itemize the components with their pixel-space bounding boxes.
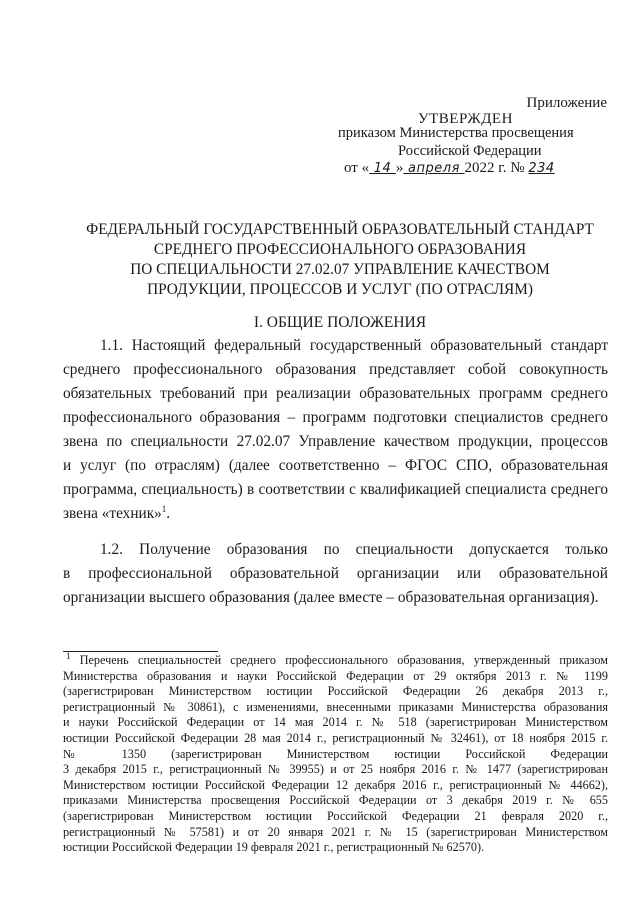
date-year: 2022 г. № [464,160,529,176]
text-line: программа, специальность) в соответствии с квалификацией специалиста среднего [63,481,608,498]
order-date-line [344,160,555,177]
handwritten-day: 14 [369,161,396,176]
document-title [60,220,620,300]
text-line: 1.2. Получение образования по специальности допускается только [100,541,608,558]
date-prefix: от « [344,160,370,176]
title-line: ПО СПЕЦИАЛЬНОСТИ 27.02.07 УПРАВЛЕНИЕ КАЧЕСТВОМ [130,261,550,278]
footnote-line: 3 декабря 2015 г., регистрационный № 39955) и от 25 ноября 2016 г. № 1477 (зарегистрирован [63,762,608,777]
approved-line-ministry: приказом Министерства просвещения [338,125,574,141]
approved-title: УТВЕРЖДЕН [418,111,513,127]
paragraph-1-2 [63,538,608,610]
handwritten-order-number: 234 [528,161,555,176]
footnote-number: 1 [66,650,71,661]
footnote-line: Министерством юстиции Российской Федерации 12 декабря 2016 г., регистрационный № 44662), [63,777,608,792]
title-line: ПРОДУКЦИИ, ПРОЦЕССОВ И УСЛУГ (ПО ОТРАСЛЯМ) [147,281,533,298]
footnote-line: и науки Российской Федерации от 14 мая 2014 г. № 518 (зарегистрирован Министерством [63,715,608,730]
footnote-line: № 1350 (зарегистрирован Министерством юстиции Российской Федерации [63,746,608,761]
footnote-divider [63,651,218,652]
text-fragment: звена «техник» [63,505,162,522]
footnote-line: юстиции Российской Федерации 19 февраля 2021 г., регистрационный № 62570). [63,840,485,855]
text-line: профессионального образования – программ подготовки специалистов среднего [63,409,608,426]
title-line: СРЕДНЕГО ПРОФЕССИОНАЛЬНОГО ОБРАЗОВАНИЯ [153,241,527,258]
footnote-line: регистрационный № 30861), с изменениями, внесенными приказами Министерства образования [63,699,608,714]
text-line-last: звена «техник»$^1$. [63,503,171,522]
footnote-line: Министерства образования и науки Российской Федерации от 29 октября 2013 г. № 1199 [63,668,608,683]
footnote-line: юстиции Российской Федерации 28 мая 2014 г., регистрационный № 32461), от 18 ноября 2015 г. [63,730,608,745]
text-line: среднего профессионального образования представляет собой совокупность [63,361,608,378]
text-line: и услуг (по отраслям) (далее соответственно – ФГОС СПО, образовательная [63,457,608,474]
footnote-line [63,650,608,669]
text-line: звена по специальности 27.02.07 Управление качеством продукции, процессов [63,433,608,450]
footnote-1 [63,650,608,856]
date-mid: » [395,160,404,176]
approved-line-country: Российской Федерации [398,143,542,159]
section-heading: I. ОБЩИЕ ПОЛОЖЕНИЯ [253,314,427,331]
appendix-label: Приложение [526,95,607,111]
footnote-text: Перечень специальностей среднего профессионального образования, утвержденный приказом [70,653,608,667]
footnote-reference[interactable]: 1 [161,503,167,514]
footnote-line: приказами Министерства просвещения Российской Федерации от 3 декабря 2019 г. № 655 [63,793,608,808]
text-line: в профессиональной образовательной организации или образовательной [63,565,608,582]
footnote-line: регистрационный № 57581) и от 20 января 2021 г. № 15 (зарегистрирован Министерством [63,824,608,839]
footnote-line: (зарегистрирован Министерством юстиции Российской Федерации 21 февраля 2020 г., [63,808,608,823]
text-line: 1.1. Настоящий федеральный государственный образовательный стандарт [100,337,608,354]
title-line: ФЕДЕРАЛЬНЫЙ ГОСУДАРСТВЕННЫЙ ОБРАЗОВАТЕЛЬНЫЙ СТАНДАРТ [86,221,594,238]
paragraph-1-1 [63,334,608,526]
text-line: обязательных требований при реализации образовательных программ среднего [63,385,608,402]
text-line-last: организации высшего образования (далее вместе – образовательная организация). [63,589,599,606]
handwritten-month: апреля [403,161,465,176]
footnote-line: (зарегистрирован Министерством юстиции Российской Федерации 26 декабря 2013 г., [63,684,608,699]
